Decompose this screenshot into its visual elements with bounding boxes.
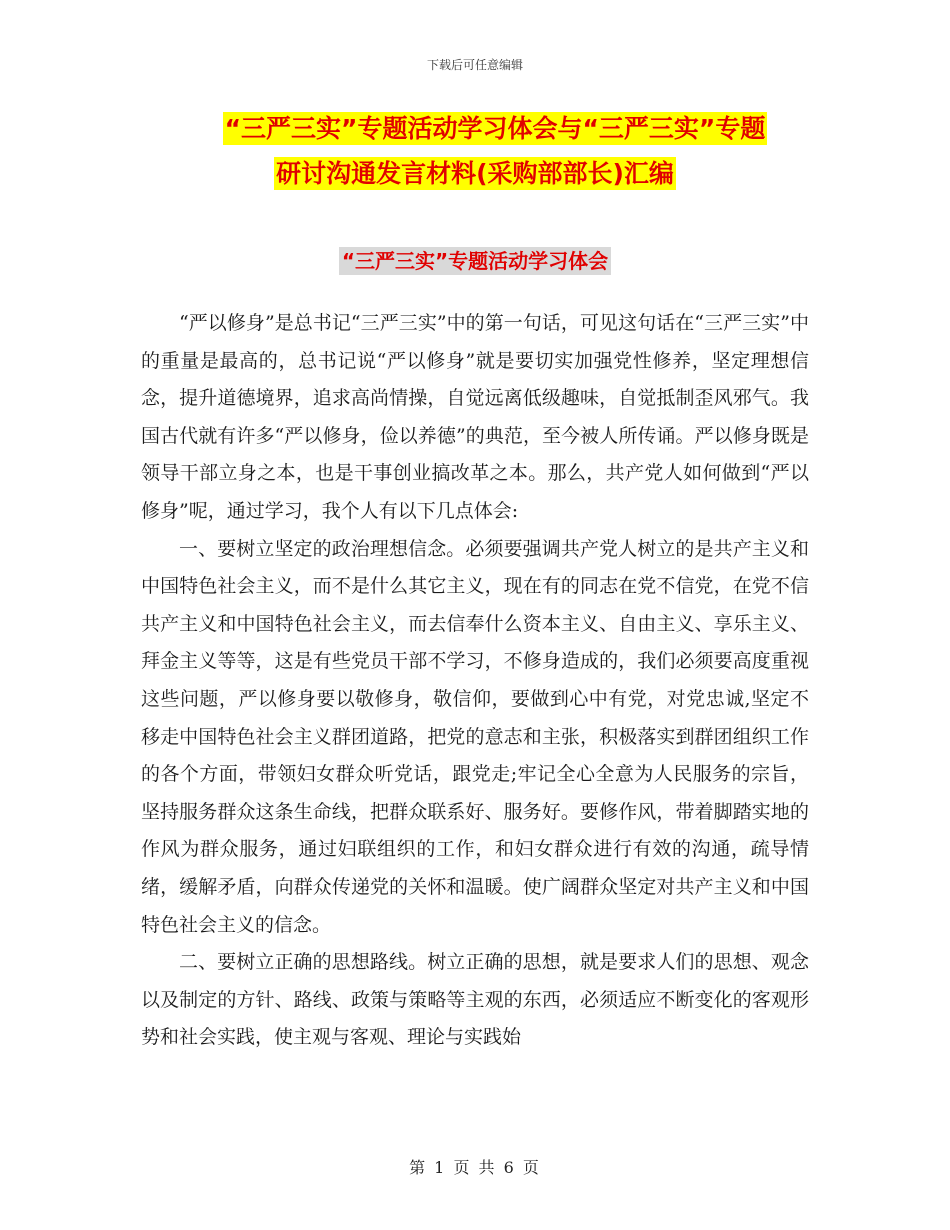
paragraph-point-one: 一、要树立坚定的政治理想信念。必须要强调共产党人树立的是共产主义和中国特色社会主义，而不是什么其它主义，现在有的同志在党不信党，在党不信共产主义和中国特色社会主义，而去信奉什么资本主义、自由主义、享乐主义、拜金主义等等，这是有些党员干部不学习，不修身造成的，我们必须要高度重视这些问题，严以修身要以敬修身，敬信仰，要做到心中有党，对党忠诚,坚定不移走中国特色社会主义群团道路，把党的意志和主张，积极落实到群团组织工作的各个方面，带领妇女群众听党话，跟党走;牢记全心全意为人民服务的宗旨，坚持服务群众这条生命线，把群众联系好、服务好。要修作风，带着脚踏实地的作风为群众服务，通过妇联组织的工作，和妇女群众进行有效的沟通，疏导情绪，缓解矛盾，向群众传递党的关怀和温暖。使广阔群众坚定对共产主义和中国特色社会主义的信念。 <box>141 537 809 936</box>
page-header-note: 下载后可任意编辑 <box>426 58 523 72</box>
paragraph-intro: “严以修身”是总书记“三严三实”中的第一句话，可见这句话在“三严三实”中的重量是最高的，总书记说“严以修身”就是要切实加强党性修养，坚定理想信念，提升道德境界，追求高尚情操，自觉远离低级趣味，自觉抵制歪风邪气。我国古代就有许多“严以修身，俭以养德”的典范，至今被人所传诵。严以修身既是领导干部立身之本，也是干事创业搞改革之本。那么，共产党人如何做到“严以修身”呢，通过学习，我个人有以下几点体会: <box>141 312 809 522</box>
document-title-line-2-text: 研讨沟通发言材料(采购部部长)汇编 <box>276 159 674 188</box>
paragraph-point-two: 二、要树立正确的思想路线。树立正确的思想，就是要求人们的思想、观念以及制定的方针、路线、政策与策略等主观的东西，必须适应不断变化的客观形势和社会实践，使主观与客观、理论与实践始 <box>141 951 809 1049</box>
section-heading <box>0 247 950 275</box>
page-number-footer: 第 1 页 共 6 页 <box>409 1158 541 1177</box>
document-title-line-1 <box>20 114 950 144</box>
section-heading-text: “三严三实”专题活动学习体会 <box>339 247 611 275</box>
document-body <box>141 305 809 1057</box>
document-title-line-1-text: “三严三实”专题活动学习体会与“三严三实”专题 <box>224 114 766 143</box>
document-title-line-2 <box>0 159 950 189</box>
